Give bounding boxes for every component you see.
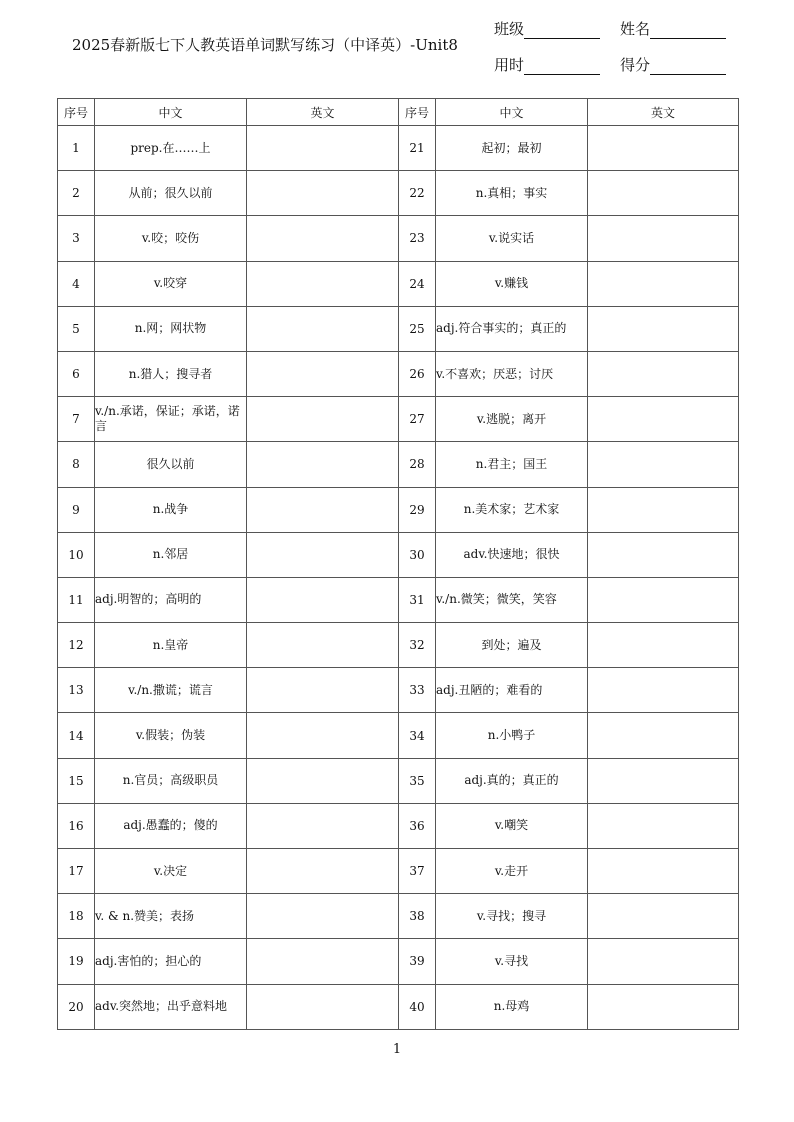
english-answer-cell[interactable] [247, 668, 399, 713]
chinese-meaning: adj.符合事实的；真正的 [436, 306, 588, 351]
chinese-meaning: v.不喜欢；厌恶；讨厌 [436, 351, 588, 396]
class-field [494, 18, 600, 39]
chinese-meaning: n.猎人；搜寻者 [95, 351, 247, 396]
chinese-meaning: n.真相；事实 [436, 171, 588, 216]
item-number: 15 [58, 758, 95, 803]
english-answer-cell[interactable] [588, 306, 739, 351]
english-answer-cell[interactable] [247, 939, 399, 984]
chinese-meaning: n.小鸭子 [436, 713, 588, 758]
chinese-meaning: 起初；最初 [436, 126, 588, 171]
english-answer-cell[interactable] [247, 216, 399, 261]
name-label: 姓名 [620, 20, 651, 38]
item-number: 9 [58, 487, 95, 532]
chinese-meaning: v.假装；伪装 [95, 713, 247, 758]
chinese-meaning: n.官员；高级职员 [95, 758, 247, 803]
item-number: 8 [58, 442, 95, 487]
english-answer-cell[interactable] [588, 623, 739, 668]
chinese-meaning: v.说实话 [436, 216, 588, 261]
chinese-meaning: v.决定 [95, 849, 247, 894]
chinese-meaning: n.战争 [95, 487, 247, 532]
chinese-meaning: v.寻找 [436, 939, 588, 984]
page-title: 2025春新版七下人教英语单词默写练习（中译英）-Unit8 [72, 36, 458, 54]
table-row [58, 939, 739, 984]
item-number: 39 [399, 939, 436, 984]
item-number: 1 [58, 126, 95, 171]
chinese-meaning: v.逃脱；离开 [436, 397, 588, 442]
english-answer-cell[interactable] [247, 487, 399, 532]
item-number: 12 [58, 623, 95, 668]
table-row [58, 758, 739, 803]
item-number: 37 [399, 849, 436, 894]
chinese-meaning: v.寻找；搜寻 [436, 894, 588, 939]
item-number: 18 [58, 894, 95, 939]
table-row [58, 442, 739, 487]
english-answer-cell[interactable] [588, 442, 739, 487]
item-number: 16 [58, 803, 95, 848]
score-blank[interactable] [650, 58, 726, 75]
chinese-meaning: n.邻居 [95, 532, 247, 577]
english-answer-cell[interactable] [588, 713, 739, 758]
chinese-meaning: v.走开 [436, 849, 588, 894]
chinese-meaning: 到处；遍及 [436, 623, 588, 668]
item-number: 22 [399, 171, 436, 216]
english-answer-cell[interactable] [247, 849, 399, 894]
table-row [58, 894, 739, 939]
item-number: 33 [399, 668, 436, 713]
item-number: 35 [399, 758, 436, 803]
english-answer-cell[interactable] [588, 171, 739, 216]
english-answer-cell[interactable] [247, 397, 399, 442]
english-answer-cell[interactable] [588, 487, 739, 532]
english-answer-cell[interactable] [247, 261, 399, 306]
item-number: 28 [399, 442, 436, 487]
english-answer-cell[interactable] [247, 713, 399, 758]
item-number: 21 [399, 126, 436, 171]
chinese-meaning: adj.害怕的；担心的 [95, 939, 247, 984]
table-row [58, 623, 739, 668]
table-row [58, 803, 739, 848]
vocab-table [57, 98, 739, 1030]
item-number: 26 [399, 351, 436, 396]
table-row [58, 351, 739, 396]
item-number: 10 [58, 532, 95, 577]
english-answer-cell[interactable] [247, 623, 399, 668]
chinese-meaning: v./n.微笑；微笑，笑容 [436, 577, 588, 622]
chinese-meaning: adv.突然地；出乎意料地 [95, 984, 247, 1029]
english-answer-cell[interactable] [588, 984, 739, 1029]
english-answer-cell[interactable] [247, 351, 399, 396]
chinese-meaning: v./n.撒谎；谎言 [95, 668, 247, 713]
english-answer-cell[interactable] [247, 894, 399, 939]
english-answer-cell[interactable] [588, 216, 739, 261]
item-number: 27 [399, 397, 436, 442]
english-answer-cell[interactable] [247, 803, 399, 848]
english-answer-cell[interactable] [247, 126, 399, 171]
item-number: 20 [58, 984, 95, 1029]
item-number: 6 [58, 351, 95, 396]
item-number: 14 [58, 713, 95, 758]
item-number: 38 [399, 894, 436, 939]
table-row [58, 984, 739, 1029]
item-number: 24 [399, 261, 436, 306]
english-answer-cell[interactable] [588, 758, 739, 803]
table-row [58, 261, 739, 306]
item-number: 2 [58, 171, 95, 216]
chinese-meaning: n.母鸡 [436, 984, 588, 1029]
english-answer-cell[interactable] [247, 442, 399, 487]
item-number: 11 [58, 577, 95, 622]
english-answer-cell[interactable] [247, 758, 399, 803]
time-blank[interactable] [524, 58, 600, 75]
page-number: 1 [392, 1042, 402, 1057]
table-row [58, 126, 739, 171]
item-number: 34 [399, 713, 436, 758]
item-number: 5 [58, 306, 95, 351]
table-row [58, 216, 739, 261]
item-number: 25 [399, 306, 436, 351]
chinese-meaning: n.美术家；艺术家 [436, 487, 588, 532]
chinese-meaning: v.嘲笑 [436, 803, 588, 848]
chinese-meaning: n.皇帝 [95, 623, 247, 668]
table-row [58, 532, 739, 577]
header-chinese: 中文 [436, 99, 588, 126]
class-blank[interactable] [524, 22, 600, 39]
english-answer-cell[interactable] [588, 939, 739, 984]
item-number: 31 [399, 577, 436, 622]
item-number: 19 [58, 939, 95, 984]
english-answer-cell[interactable] [588, 849, 739, 894]
chinese-meaning: adv.快速地；很快 [436, 532, 588, 577]
name-field [620, 18, 726, 39]
item-number: 7 [58, 397, 95, 442]
score-field [620, 54, 726, 75]
item-number: 3 [58, 216, 95, 261]
english-answer-cell[interactable] [588, 351, 739, 396]
header-english: 英文 [588, 99, 739, 126]
english-answer-cell[interactable] [588, 577, 739, 622]
item-number: 40 [399, 984, 436, 1029]
table-row [58, 171, 739, 216]
table-row [58, 306, 739, 351]
english-answer-cell[interactable] [247, 984, 399, 1029]
time-label: 用时 [494, 56, 525, 74]
class-label: 班级 [494, 20, 525, 38]
english-answer-cell[interactable] [247, 171, 399, 216]
item-number: 32 [399, 623, 436, 668]
chinese-meaning: adj.明智的；高明的 [95, 577, 247, 622]
chinese-meaning: n.网；网状物 [95, 306, 247, 351]
item-number: 4 [58, 261, 95, 306]
table-row [58, 713, 739, 758]
english-answer-cell[interactable] [588, 894, 739, 939]
chinese-meaning: v.赚钱 [436, 261, 588, 306]
table-row [58, 668, 739, 713]
english-answer-cell[interactable] [247, 577, 399, 622]
table-row [58, 487, 739, 532]
table-row [58, 577, 739, 622]
item-number: 13 [58, 668, 95, 713]
english-answer-cell[interactable] [588, 532, 739, 577]
item-number: 23 [399, 216, 436, 261]
english-answer-cell[interactable] [588, 397, 739, 442]
table-header-row [58, 99, 739, 126]
item-number: 17 [58, 849, 95, 894]
chinese-meaning: n.君主；国王 [436, 442, 588, 487]
header-english: 英文 [247, 99, 399, 126]
english-answer-cell[interactable] [247, 306, 399, 351]
name-blank[interactable] [650, 22, 726, 39]
chinese-meaning: adj.丑陋的；难看的 [436, 668, 588, 713]
chinese-meaning: v. & n.赞美；表扬 [95, 894, 247, 939]
english-answer-cell[interactable] [247, 532, 399, 577]
header-chinese: 中文 [95, 99, 247, 126]
english-answer-cell[interactable] [588, 668, 739, 713]
chinese-meaning: prep.在……上 [95, 126, 247, 171]
item-number: 36 [399, 803, 436, 848]
chinese-meaning: 很久以前 [95, 442, 247, 487]
item-number: 30 [399, 532, 436, 577]
score-label: 得分 [620, 56, 651, 74]
chinese-meaning: adj.愚蠢的；傻的 [95, 803, 247, 848]
item-number: 29 [399, 487, 436, 532]
table-row [58, 397, 739, 442]
english-answer-cell[interactable] [588, 803, 739, 848]
english-answer-cell[interactable] [588, 126, 739, 171]
chinese-meaning: v.咬穿 [95, 261, 247, 306]
chinese-meaning: 从前；很久以前 [95, 171, 247, 216]
header-number: 序号 [58, 99, 95, 126]
chinese-meaning: v.咬；咬伤 [95, 216, 247, 261]
chinese-meaning: v./n.承诺，保证；承诺，诺言 [95, 397, 247, 442]
chinese-meaning: adj.真的；真正的 [436, 758, 588, 803]
header-number: 序号 [399, 99, 436, 126]
time-field [494, 54, 600, 75]
english-answer-cell[interactable] [588, 261, 739, 306]
table-row [58, 849, 739, 894]
